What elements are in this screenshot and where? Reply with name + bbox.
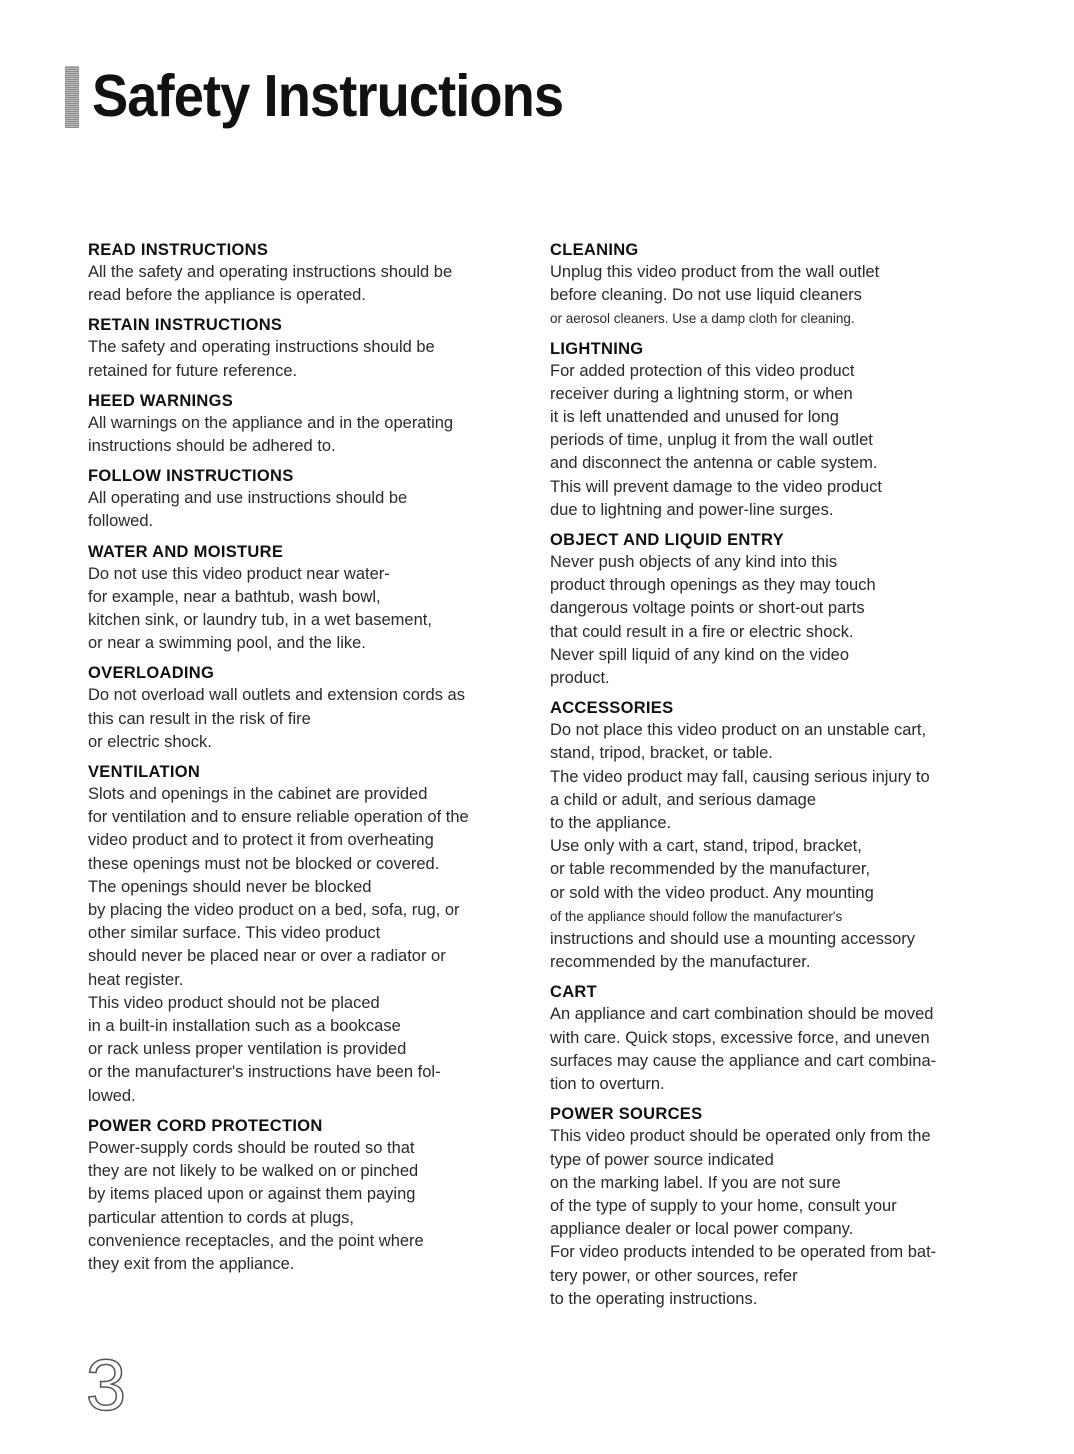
section-retain-instructions bbox=[88, 315, 518, 382]
body-line: kitchen sink, or laundry tub, in a wet basement, bbox=[88, 611, 432, 630]
body-line: Do not place this video product on an unstable cart, bbox=[550, 721, 927, 740]
body-line: other similar surface. This video product bbox=[88, 924, 381, 943]
section-body bbox=[88, 1137, 518, 1276]
section-cart bbox=[550, 982, 990, 1096]
section-heading: WATER AND MOISTURE bbox=[88, 542, 284, 561]
section-body bbox=[550, 1125, 990, 1311]
body-line: Never push objects of any kind into this bbox=[550, 553, 838, 572]
body-line: these openings must not be blocked or covered. bbox=[88, 854, 440, 873]
body-line: by items placed upon or against them paying bbox=[88, 1185, 416, 1204]
body-line: All warnings on the appliance and in the operating bbox=[88, 413, 454, 432]
left-column bbox=[88, 240, 518, 1284]
body-line: a child or adult, and serious damage bbox=[550, 790, 816, 809]
body-line: For added protection of this video product bbox=[550, 361, 855, 380]
body-line: stand, tripod, bracket, or table. bbox=[550, 744, 773, 763]
section-body bbox=[88, 412, 518, 458]
section-body bbox=[88, 261, 518, 307]
section-object-and-liquid-entry bbox=[550, 530, 990, 690]
body-line: before cleaning. Do not use liquid cleaners bbox=[550, 286, 862, 305]
body-line: instructions should be adhered to. bbox=[88, 437, 336, 456]
section-heading: POWER CORD PROTECTION bbox=[88, 1116, 323, 1135]
right-column bbox=[550, 240, 990, 1319]
page-title: Safety Instructions bbox=[92, 63, 564, 129]
section-read-instructions bbox=[88, 240, 518, 307]
body-line: or electric shock. bbox=[88, 732, 212, 751]
section-ventilation bbox=[88, 762, 518, 1108]
body-line: This video product should be operated only from the bbox=[550, 1127, 931, 1146]
body-line: convenience receptacles, and the point where bbox=[88, 1231, 424, 1250]
body-line: The video product may fall, causing serious injury to bbox=[550, 767, 930, 786]
section-heading: READ INSTRUCTIONS bbox=[88, 241, 269, 259]
section-heading: LIGHTNING bbox=[550, 339, 644, 358]
body-line: to the operating instructions. bbox=[550, 1289, 758, 1308]
body-line: or aerosol cleaners. Use a damp cloth for cleaning. bbox=[550, 311, 855, 327]
body-line: receiver during a lightning storm, or when bbox=[550, 384, 853, 403]
section-body bbox=[550, 551, 990, 690]
body-line: All the safety and operating instructions should be bbox=[88, 263, 453, 281]
body-line: Unplug this video product from the wall outlet bbox=[550, 263, 880, 281]
body-line: they are not likely to be walked on or pinched bbox=[88, 1162, 419, 1181]
section-heading: HEED WARNINGS bbox=[88, 391, 234, 410]
body-line: of the appliance should follow the manufacturer's bbox=[550, 908, 843, 924]
body-line: heat register. bbox=[88, 970, 184, 989]
body-line: for example, near a bathtub, wash bowl, bbox=[88, 587, 381, 606]
body-line: product. bbox=[550, 669, 610, 688]
body-line: should never be placed near or over a radiator or bbox=[88, 947, 446, 966]
section-body bbox=[550, 360, 990, 522]
section-heading: OBJECT AND LIQUID ENTRY bbox=[550, 531, 784, 550]
body-line: recommended by the manufacturer. bbox=[550, 953, 811, 972]
body-line: they exit from the appliance. bbox=[88, 1254, 295, 1273]
section-body bbox=[550, 261, 990, 331]
section-heading: CLEANING bbox=[550, 241, 639, 259]
body-line: or near a swimming pool, and the like. bbox=[88, 634, 366, 653]
section-lightning bbox=[550, 339, 990, 522]
body-line: of the type of supply to your home, consult your bbox=[550, 1196, 897, 1215]
body-line: by placing the video product on a bed, sofa, rug, or bbox=[88, 901, 460, 920]
body-line: Do not overload wall outlets and extension cords as bbox=[88, 686, 465, 705]
section-body bbox=[88, 563, 518, 656]
body-line: All operating and use instructions should be bbox=[88, 489, 408, 508]
body-line: Slots and openings in the cabinet are provided bbox=[88, 785, 428, 804]
section-body bbox=[550, 719, 990, 974]
section-body bbox=[88, 487, 518, 533]
section-power-cord-protection bbox=[88, 1116, 518, 1276]
body-line: The openings should never be blocked bbox=[88, 877, 372, 896]
section-water-and-moisture bbox=[88, 542, 518, 656]
body-line: video product and to protect it from overheating bbox=[88, 831, 434, 850]
body-line: Do not use this video product near water- bbox=[88, 564, 390, 583]
body-line: instructions and should use a mounting accessory bbox=[550, 930, 916, 949]
body-line: read before the appliance is operated. bbox=[88, 286, 366, 305]
body-line: tery power, or other sources, refer bbox=[550, 1266, 798, 1285]
section-heading: VENTILATION bbox=[88, 763, 201, 782]
section-heading: CART bbox=[550, 983, 598, 1002]
section-body bbox=[88, 783, 518, 1108]
body-line: tion to overturn. bbox=[550, 1075, 665, 1094]
body-line: Never spill liquid of any kind on the video bbox=[550, 645, 850, 664]
section-heading: ACCESSORIES bbox=[550, 699, 674, 718]
section-heed-warnings bbox=[88, 391, 518, 458]
body-line: lowed. bbox=[88, 1086, 136, 1105]
section-body bbox=[88, 336, 518, 382]
body-line: or table recommended by the manufacturer, bbox=[550, 860, 871, 879]
body-line: for ventilation and to ensure reliable operation of the bbox=[88, 808, 469, 827]
body-line: The safety and operating instructions should be bbox=[88, 338, 435, 357]
body-line: appliance dealer or local power company. bbox=[550, 1220, 854, 1239]
section-heading: FOLLOW INSTRUCTIONS bbox=[88, 467, 294, 486]
title-accent-bar bbox=[65, 66, 79, 128]
body-line: periods of time, unplug it from the wall outlet bbox=[550, 431, 873, 450]
body-line: followed. bbox=[88, 512, 154, 531]
section-power-sources bbox=[550, 1104, 990, 1311]
section-heading: OVERLOADING bbox=[88, 664, 215, 683]
body-line: type of power source indicated bbox=[550, 1150, 774, 1169]
body-line: due to lightning and power-line surges. bbox=[550, 500, 834, 519]
body-line: Use only with a cart, stand, tripod, bracket, bbox=[550, 837, 862, 856]
section-heading: RETAIN INSTRUCTIONS bbox=[88, 316, 283, 335]
body-line: This will prevent damage to the video product bbox=[550, 477, 883, 496]
body-line: and disconnect the antenna or cable system. bbox=[550, 454, 878, 473]
body-line: surfaces may cause the appliance and cart combina- bbox=[550, 1051, 937, 1070]
body-line: This video product should not be placed bbox=[88, 993, 380, 1012]
body-line: or rack unless proper ventilation is provided bbox=[88, 1040, 407, 1059]
body-line: particular attention to cords at plugs, bbox=[88, 1208, 354, 1227]
body-line: retained for future reference. bbox=[88, 361, 298, 380]
body-line: on the marking label. If you are not sure bbox=[550, 1173, 841, 1192]
section-heading: POWER SOURCES bbox=[550, 1105, 703, 1124]
body-line: or sold with the video product. Any mounting bbox=[550, 883, 874, 902]
body-line: Power-supply cords should be routed so that bbox=[88, 1138, 415, 1157]
body-line: or the manufacturer's instructions have been fol- bbox=[88, 1063, 441, 1082]
body-line: with care. Quick stops, excessive force, and uneven bbox=[550, 1028, 930, 1047]
body-line: this can result in the risk of fire bbox=[88, 709, 311, 728]
body-line: it is left unattended and unused for long bbox=[550, 408, 839, 427]
section-overloading bbox=[88, 663, 518, 754]
section-cleaning bbox=[550, 240, 990, 331]
body-line: to the appliance. bbox=[550, 814, 672, 833]
section-follow-instructions bbox=[88, 466, 518, 533]
body-line: product through openings as they may touch bbox=[550, 576, 876, 595]
section-body bbox=[88, 684, 518, 754]
body-line: in a built-in installation such as a bookcase bbox=[88, 1017, 401, 1036]
body-line: For video products intended to be operated from bat- bbox=[550, 1243, 937, 1262]
body-line: An appliance and cart combination should be moved bbox=[550, 1005, 934, 1024]
section-body bbox=[550, 1003, 990, 1096]
page-number: 3 bbox=[86, 1346, 127, 1426]
section-accessories bbox=[550, 698, 990, 974]
body-line: dangerous voltage points or short-out parts bbox=[550, 599, 865, 618]
body-line: that could result in a fire or electric shock. bbox=[550, 622, 854, 641]
